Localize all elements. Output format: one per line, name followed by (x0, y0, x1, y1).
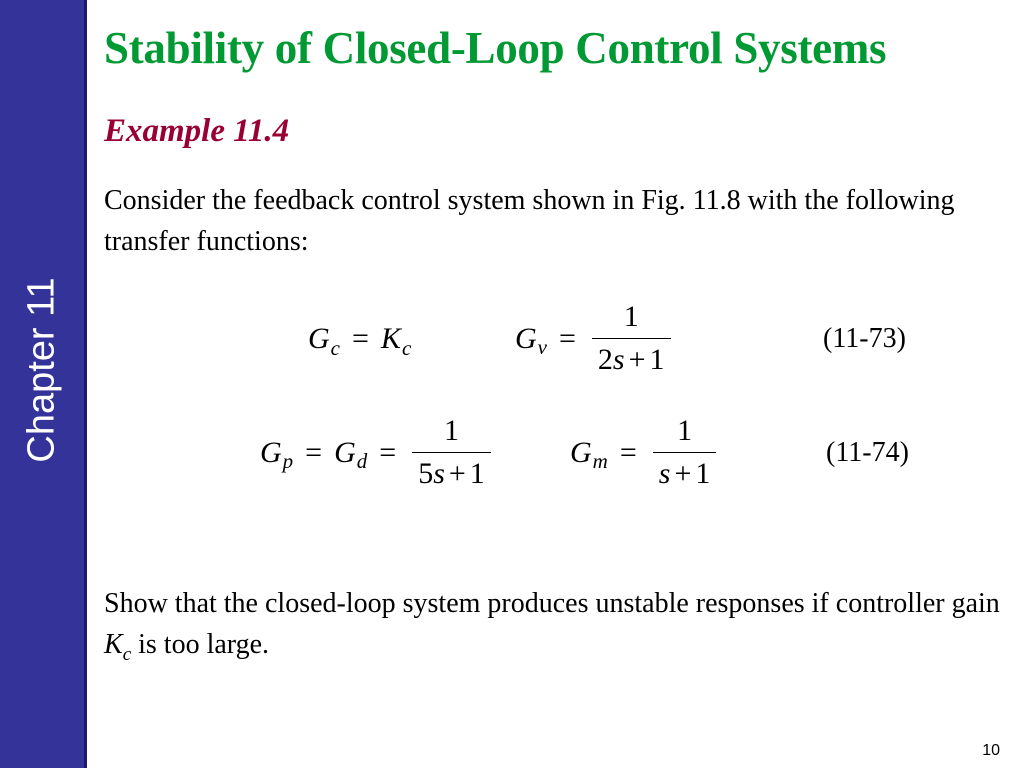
gm-fraction: $\frac{1}{s + 1}$ (653, 414, 717, 491)
equation-gm: G m = $\frac{1}{s + 1}$ (570, 414, 716, 491)
gv-fraction: $\frac{1}{2s + 1}$ (592, 300, 671, 377)
example-heading: Example 11.4 (104, 113, 290, 149)
sidebar-divider (84, 0, 87, 768)
equation-gp-gd: G p = G d = $\frac{1}{5s + 1}$ (260, 414, 491, 491)
equation-gv: G v = $\frac{1}{2s + 1}$ (515, 300, 671, 377)
chapter-label: Chapter 11 (20, 277, 63, 463)
equation-number-11-73: (11-73) (823, 323, 906, 354)
gp-fraction: $\frac{1}{5s + 1}$ (412, 414, 491, 491)
slide-title: Stability of Closed-Loop Control Systems (104, 23, 887, 73)
equation-number-11-74: (11-74) (826, 437, 909, 468)
page-number: 10 (982, 742, 1000, 759)
question-paragraph: Show that the closed-loop system produces unstable responses if controller gain $K_c$ is too large. (104, 588, 1000, 665)
intro-paragraph: Consider the feedback control system shown in Fig. 11.8 with the following transfer functions: (104, 185, 955, 257)
equation-gc: G c = K c (308, 322, 412, 360)
chapter-sidebar (0, 0, 84, 768)
